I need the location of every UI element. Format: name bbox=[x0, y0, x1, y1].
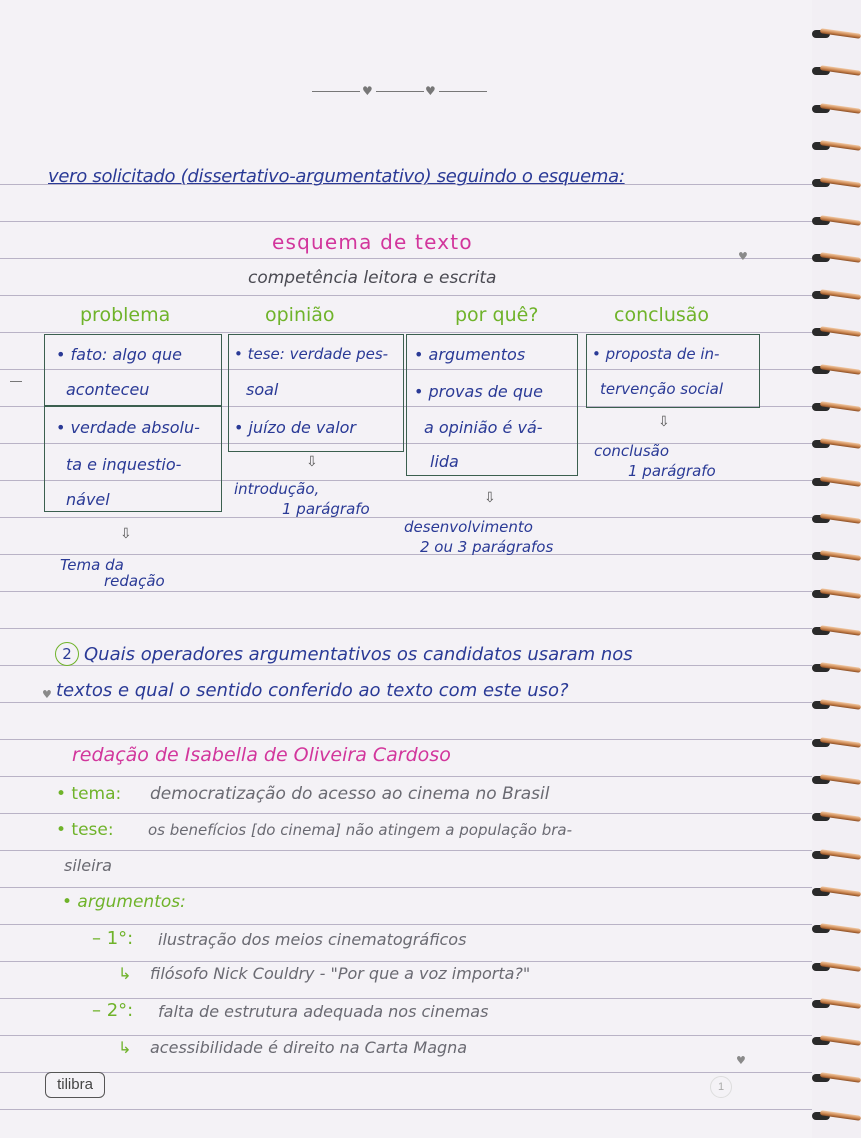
tema-label: • tema: bbox=[56, 784, 122, 804]
opiniao-item-3: • juízo de valor bbox=[234, 418, 356, 437]
scheme-title: esquema de texto bbox=[272, 230, 473, 254]
spiral-coil bbox=[806, 140, 861, 152]
arrow-down-icon: ⇩ bbox=[658, 414, 670, 430]
problema-item-4: ta e inquestio- bbox=[66, 455, 182, 474]
spiral-coil bbox=[806, 961, 861, 973]
question-line-1: Quais operadores argumentativos os candidatos usaram nos bbox=[84, 644, 633, 665]
heart-icon: ♥ bbox=[42, 688, 52, 701]
scheme-subtitle: competência leitora e escrita bbox=[248, 268, 497, 288]
porque-result-1: desenvolvimento bbox=[404, 518, 533, 536]
spiral-coil bbox=[806, 699, 861, 711]
spiral-coil bbox=[806, 886, 861, 898]
porque-item-2: • provas de que bbox=[414, 382, 543, 401]
spiral-coil bbox=[806, 326, 861, 338]
spiral-coil bbox=[806, 401, 861, 413]
arg1-label: – 1°: bbox=[92, 928, 134, 949]
heading-problema: problema bbox=[80, 304, 171, 326]
conclusao-result-1: conclusão bbox=[594, 442, 670, 460]
spiral-coil bbox=[806, 177, 861, 189]
conclusao-result-2: 1 parágrafo bbox=[628, 462, 716, 480]
arg2-sub: acessibilidade é direito na Carta Magna bbox=[150, 1038, 468, 1057]
spiral-coil bbox=[806, 103, 861, 115]
heart-icon: ♥ bbox=[736, 1054, 746, 1067]
arrow-down-icon: ⇩ bbox=[120, 526, 132, 542]
arg2-sub-marker: ↳ bbox=[118, 1038, 132, 1057]
porque-item-1: • argumentos bbox=[414, 345, 526, 364]
spiral-coil bbox=[806, 737, 861, 749]
essay-title: redação de Isabella de Oliveira Cardoso bbox=[72, 744, 451, 766]
conclusao-item-1: • proposta de in- bbox=[592, 345, 720, 363]
arrow-down-icon: ⇩ bbox=[484, 490, 496, 506]
spiral-coil bbox=[806, 289, 861, 301]
arg2-label: – 2°: bbox=[92, 1000, 134, 1021]
opiniao-result-2: 1 parágrafo bbox=[282, 500, 370, 518]
arg1-text: ilustração dos meios cinematográficos bbox=[158, 930, 467, 949]
argumentos-label: • argumentos: bbox=[62, 892, 186, 912]
problema-result-2: redação bbox=[104, 572, 165, 590]
page-top-margin bbox=[0, 0, 812, 150]
tese-label: • tese: bbox=[56, 820, 114, 840]
heart-icon: ♥ bbox=[362, 84, 373, 98]
conclusao-item-2: tervenção social bbox=[600, 380, 724, 398]
spiral-coil bbox=[806, 215, 861, 227]
spiral-coil bbox=[806, 1110, 861, 1122]
opiniao-item-1: • tese: verdade pes- bbox=[234, 345, 389, 363]
arg1-sub: filósofo Nick Couldry - "Por que a voz importa?" bbox=[150, 964, 531, 983]
spiral-coil bbox=[806, 923, 861, 935]
porque-item-4: lida bbox=[430, 452, 459, 471]
arrow-down-icon: ⇩ bbox=[306, 454, 318, 470]
heading-porque: por quê? bbox=[455, 304, 539, 326]
spiral-coil bbox=[806, 849, 861, 861]
problema-item-3: • verdade absolu- bbox=[56, 418, 200, 437]
spiral-coil bbox=[806, 364, 861, 376]
porque-result-2: 2 ou 3 parágrafos bbox=[420, 538, 554, 556]
opiniao-item-2: soal bbox=[246, 380, 279, 399]
problema-item-5: nável bbox=[66, 490, 110, 509]
opiniao-result-1: introdução, bbox=[234, 480, 320, 498]
spiral-coil bbox=[806, 625, 861, 637]
tese-text-2: sileira bbox=[64, 856, 112, 875]
tese-text-1: os benefícios [do cinema] não atingem a população bra- bbox=[148, 821, 573, 839]
spiral-coil bbox=[806, 550, 861, 562]
spiral-coil bbox=[806, 998, 861, 1010]
brand-logo: tilibra bbox=[45, 1072, 105, 1098]
spiral-coil bbox=[806, 662, 861, 674]
problema-item-1: • fato: algo que bbox=[56, 345, 182, 364]
heart-icon: ♥ bbox=[738, 250, 748, 263]
heading-opiniao: opinião bbox=[265, 304, 335, 326]
margin-mark bbox=[10, 381, 22, 382]
spiral-coil bbox=[806, 774, 861, 786]
spiral-coil bbox=[806, 513, 861, 525]
problema-item-2: aconteceu bbox=[66, 380, 150, 399]
question-line-2: textos e qual o sentido conferido ao texto com este uso? bbox=[56, 680, 569, 701]
arg1-sub-marker: ↳ bbox=[118, 964, 132, 983]
tema-text: democratização do acesso ao cinema no Brasil bbox=[150, 784, 550, 804]
spiral-coil bbox=[806, 438, 861, 450]
arg2-text: falta de estrutura adequada nos cinemas bbox=[158, 1002, 489, 1021]
header-line: vero solicitado (dissertativo-argumentativo) seguindo o esquema: bbox=[48, 166, 625, 187]
heart-icon: ♥ bbox=[425, 84, 436, 98]
porque-item-3: a opinião é vá- bbox=[424, 418, 543, 437]
page-number: 1 bbox=[710, 1076, 732, 1098]
problema-result-1: Tema da bbox=[60, 556, 124, 574]
spiral-coil bbox=[806, 811, 861, 823]
spiral-coil bbox=[806, 476, 861, 488]
spiral-coil bbox=[806, 65, 861, 77]
spiral-coil bbox=[806, 1035, 861, 1047]
spiral-coil bbox=[806, 28, 861, 40]
heading-conclusao: conclusão bbox=[614, 304, 710, 326]
header-ornament bbox=[312, 84, 487, 98]
spiral-coil bbox=[806, 1072, 861, 1084]
spiral-coil bbox=[806, 588, 861, 600]
spiral-coil bbox=[806, 252, 861, 264]
question-number: 2 bbox=[55, 642, 79, 666]
